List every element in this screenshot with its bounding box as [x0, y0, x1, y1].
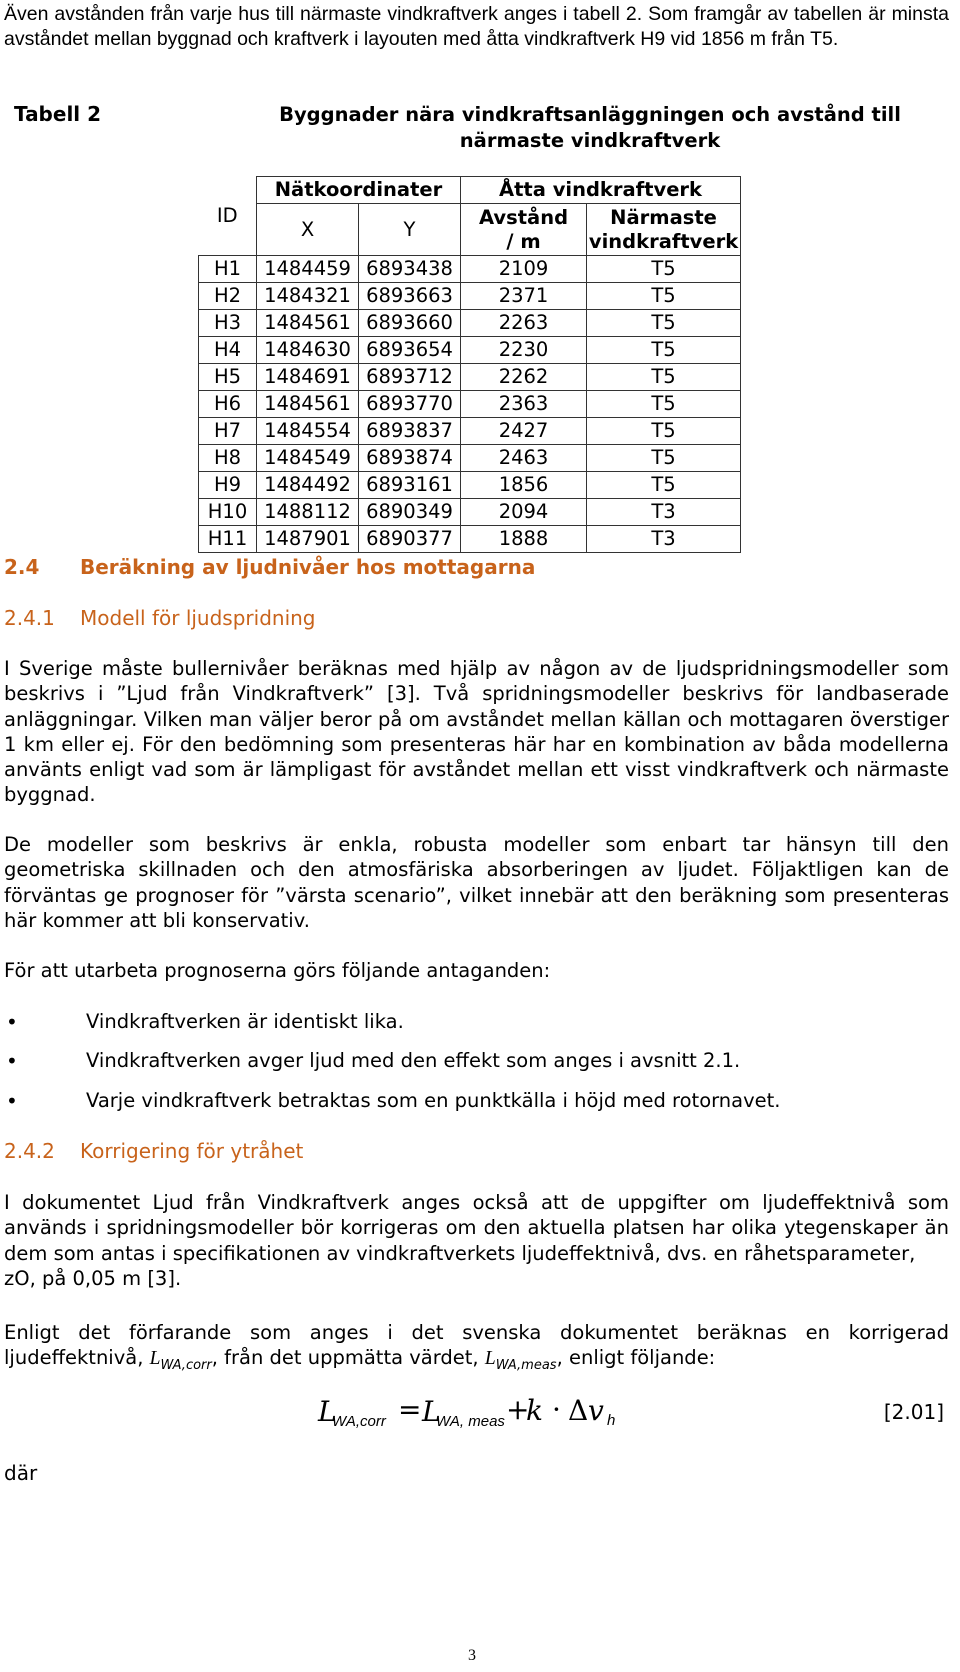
cell-distance: 2427	[461, 418, 587, 445]
header-id: ID	[216, 203, 238, 227]
section-number: 2.4.1	[4, 606, 55, 630]
cell-x: 1488112	[257, 499, 359, 526]
table-row	[199, 418, 741, 445]
cell-nearest: T5	[587, 283, 741, 310]
cell-id: H6	[199, 391, 257, 418]
eq-sub-h: h	[607, 1412, 616, 1429]
cell-y: 6893874	[359, 445, 461, 472]
cell-distance: 2094	[461, 499, 587, 526]
subscript: WA,meas	[495, 1358, 557, 1374]
cell-y: 6893770	[359, 391, 461, 418]
cell-y: 6893654	[359, 337, 461, 364]
cell-x: 1484549	[257, 445, 359, 472]
cell-nearest: T3	[587, 499, 741, 526]
intro-paragraph: Även avstånden från varje hus till närmaste vindkraftverk anges i tabell 2. Som framgår av tabellen är minsta avståndet mellan byggnad och kraftverk i layouten med åtta vindkraftverk H9 vid 1856 m från T5.	[4, 3, 949, 50]
table-caption: Byggnader nära vindkraftsanläggningen och avstånd till närmaste vindkraftverk	[279, 103, 901, 152]
cell-distance: 2109	[461, 256, 587, 283]
table-label: Tabell 2	[14, 102, 102, 126]
variable-L: L	[149, 1348, 161, 1370]
header-y: Y	[359, 204, 461, 256]
cell-distance: 2230	[461, 337, 587, 364]
cell-nearest: T5	[587, 310, 741, 337]
paragraph-modeller: De modeller som beskrivs är enkla, robusta modeller som enbart tar hänsyn till den geometriska skillnaden och den atmosfäriska absorberingen av ljudet. Följaktligen kan de förväntas ge prognoser för ”värsta scenario”, vilket innebär att den beräkning som presenteras här kommer att bli konservativ.	[4, 833, 949, 932]
cell-id: H11	[199, 526, 257, 553]
table-row	[199, 256, 741, 283]
cell-nearest: T5	[587, 256, 741, 283]
section-title: Korrigering för ytråhet	[80, 1139, 304, 1163]
cell-nearest: T5	[587, 472, 741, 499]
cell-x: 1484691	[257, 364, 359, 391]
cell-y: 6890377	[359, 526, 461, 553]
equation-2-01	[318, 1393, 950, 1435]
dar-label: där	[4, 1461, 38, 1485]
cell-id: H9	[199, 472, 257, 499]
eq-equals: =	[398, 1393, 422, 1426]
cell-nearest: T5	[587, 337, 741, 364]
subscript: WA,corr	[160, 1358, 212, 1374]
table-row	[199, 310, 741, 337]
header-x: X	[257, 204, 359, 256]
list-item: Varje vindkraftverk betraktas som en punktkälla i höjd med rotornavet.	[86, 1089, 781, 1112]
bullet-symbol: •	[6, 1010, 18, 1034]
section-title: Beräkning av ljudnivåer hos mottagarna	[80, 555, 536, 579]
table-row	[199, 499, 741, 526]
cell-nearest: T5	[587, 364, 741, 391]
cell-nearest: T5	[587, 445, 741, 472]
page-number: 3	[468, 1647, 476, 1664]
cell-id: H4	[199, 337, 257, 364]
table-row	[199, 391, 741, 418]
eq-L: L	[318, 1395, 337, 1428]
cell-distance: 1888	[461, 526, 587, 553]
cell-id: H5	[199, 364, 257, 391]
cell-nearest: T5	[587, 418, 741, 445]
cell-y: 6893712	[359, 364, 461, 391]
cell-x: 1484492	[257, 472, 359, 499]
distance-table	[198, 176, 741, 553]
paragraph-forfarande: Enligt det förfarande som anges i det svenska dokumentet beräknas en korrigerad ljudeffektnivå, $L_{WA,corr}$, från det uppmätta värdet, $L_{WA,meas}$, enligt följande:	[4, 1321, 949, 1374]
cell-y: 6893663	[359, 283, 461, 310]
table-row	[199, 472, 741, 499]
paragraph-ytrahet-end: zO, på 0,05 m [3].	[4, 1267, 182, 1290]
bullet-symbol: •	[6, 1089, 18, 1113]
cell-y: 6893438	[359, 256, 461, 283]
eq-dot: ·	[552, 1393, 561, 1426]
cell-distance: 2262	[461, 364, 587, 391]
cell-nearest: T3	[587, 526, 741, 553]
cell-x: 1487901	[257, 526, 359, 553]
eq-k: k	[526, 1394, 543, 1427]
equation-number: [2.01]	[883, 1400, 944, 1424]
cell-id: H8	[199, 445, 257, 472]
cell-y: 6893161	[359, 472, 461, 499]
eq-delta: Δ	[568, 1394, 589, 1427]
cell-id: H7	[199, 418, 257, 445]
cell-id: H2	[199, 283, 257, 310]
header-layout: Åtta vindkraftverk	[461, 177, 741, 204]
cell-x: 1484554	[257, 418, 359, 445]
section-title: Modell för ljudspridning	[80, 606, 316, 630]
variable-L: L	[484, 1348, 496, 1370]
table-row	[199, 283, 741, 310]
cell-y: 6893837	[359, 418, 461, 445]
cell-x: 1484561	[257, 310, 359, 337]
paragraph-antaganden: För att utarbeta prognoserna görs följande antaganden:	[4, 959, 551, 982]
cell-id: H1	[199, 256, 257, 283]
header-distance: Avstånd / m	[461, 204, 587, 256]
cell-y: 6893660	[359, 310, 461, 337]
cell-id: H10	[199, 499, 257, 526]
section-2-4-2-heading	[4, 1139, 304, 1163]
cell-distance: 2371	[461, 283, 587, 310]
eq-plus: +	[506, 1393, 530, 1426]
paragraph-ytrahet: I dokumentet Ljud från Vindkraftverk anges också att de uppgifter om ljudeffektnivå som används i spridningsmodeller bör korrigeras om den aktuella platsen har olika ytegenskaper än dem som antas i specifikationen av vindkraftverkets ljudeffektnivå, dvs. en råhetsparameter,	[4, 1191, 949, 1265]
table-row	[199, 337, 741, 364]
eq-v: v	[588, 1394, 604, 1427]
section-number: 2.4.2	[4, 1139, 55, 1163]
cell-x: 1484321	[257, 283, 359, 310]
cell-x: 1484561	[257, 391, 359, 418]
header-nearest: Närmaste vindkraftverk	[587, 204, 741, 256]
paragraph-ljudspridning: I Sverige måste bullernivåer beräknas med hjälp av någon av de ljudspridningsmodeller som beskrivs i ”Ljud från Vindkraftverk” [3]. Två spridningsmodeller beskrivs för landbaserade anläggningar. Vilken man väljer beror på om avståndet mellan källan och mottagaren överstiger 1 km eller ej. För den bedömning som presenteras här har en kombination av båda modellerna använts enligt vad som är lämpligast för avståndet mellan ett visst vindkraftverk och närmaste byggnad.	[4, 657, 949, 807]
section-number: 2.4	[4, 555, 40, 579]
header-coordinates: Nätkoordinater	[257, 177, 461, 204]
cell-x: 1484459	[257, 256, 359, 283]
section-2-4-1-heading	[4, 606, 316, 630]
table-row	[199, 526, 741, 553]
eq-L: L	[422, 1395, 441, 1428]
cell-y: 6890349	[359, 499, 461, 526]
table-row	[199, 364, 741, 391]
table-row	[199, 445, 741, 472]
cell-x: 1484630	[257, 337, 359, 364]
cell-distance: 2263	[461, 310, 587, 337]
cell-nearest: T5	[587, 391, 741, 418]
eq-sub-meas: WA, meas	[436, 1413, 505, 1430]
eq-sub-corr: WA,corr	[332, 1413, 386, 1430]
cell-id: H3	[199, 310, 257, 337]
section-2-4-heading	[4, 555, 536, 579]
list-item: Vindkraftverken är identiskt lika.	[86, 1010, 404, 1033]
cell-distance: 1856	[461, 472, 587, 499]
bullet-symbol: •	[6, 1049, 18, 1073]
cell-distance: 2363	[461, 391, 587, 418]
list-item: Vindkraftverken avger ljud med den effekt som anges i avsnitt 2.1.	[86, 1049, 741, 1072]
cell-distance: 2463	[461, 445, 587, 472]
